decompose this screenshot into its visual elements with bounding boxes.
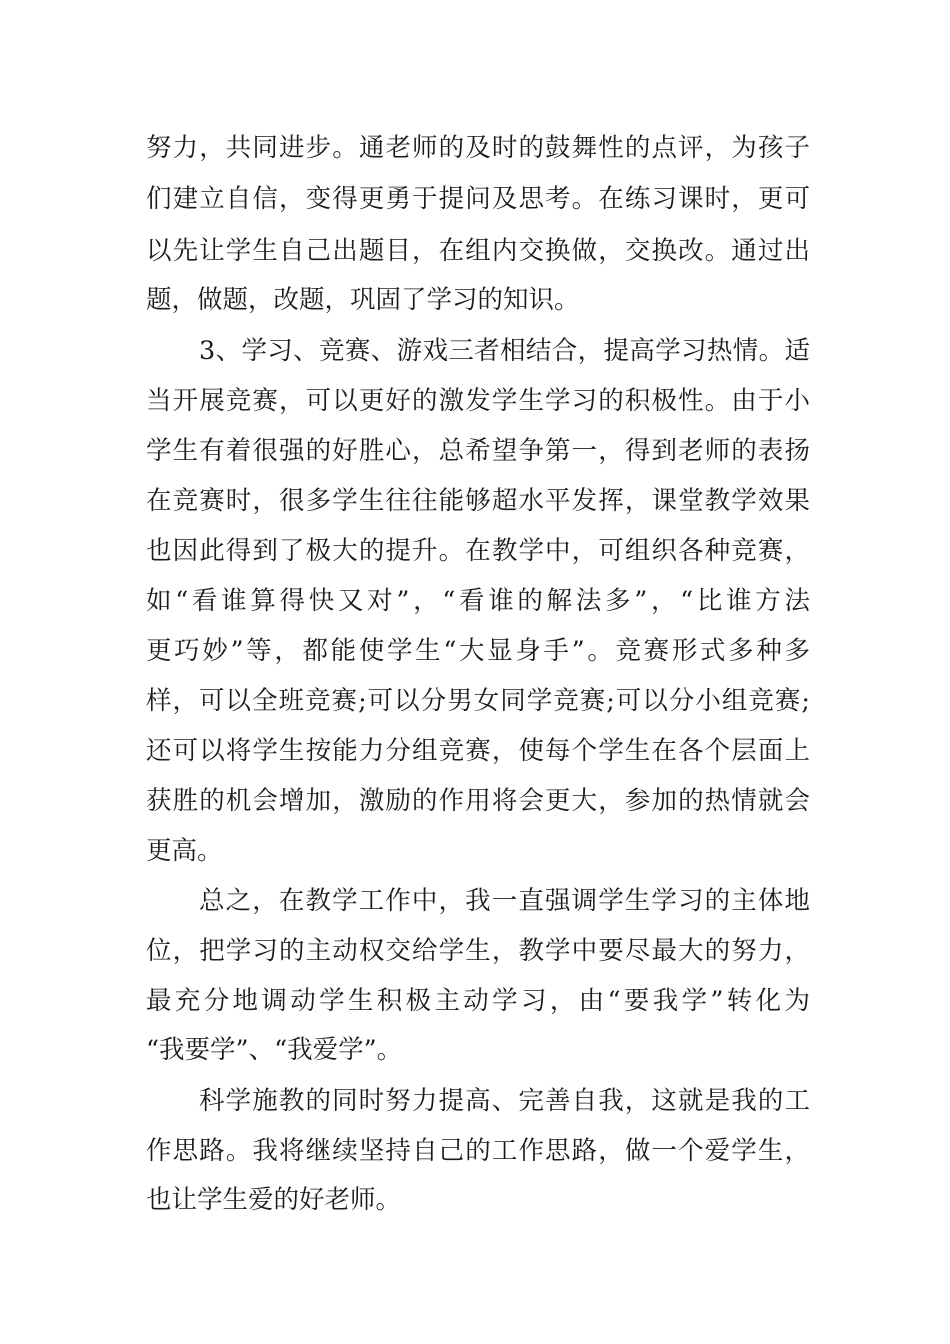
text-line: 还可以将学生按能力分组竞赛，使每个学生在各个层面上: [146, 736, 810, 766]
text-line: “我要学”、“我爱学”。: [146, 1035, 403, 1065]
paragraph-first-line: 科学施教的同时努力提高、完善自我，这就是我的工: [199, 1086, 810, 1116]
text-line: 当开展竞赛，可以更好的激发学生学习的积极性。由于小: [146, 386, 810, 416]
text-line: 学生有着很强的好胜心，总希望争第一，得到老师的表扬: [146, 436, 810, 466]
text-line: 以先让学生自己出题目，在组内交换做，交换改。通过出: [146, 236, 810, 266]
text-line: 位，把学习的主动权交给学生，教学中要尽最大的努力，: [146, 936, 810, 966]
text-line: 作思路。我将继续坚持自己的工作思路，做一个爱学生，: [146, 1136, 810, 1166]
text-line: 更巧妙”等，都能使学生“大显身手”。竞赛形式多种多: [146, 636, 810, 666]
text-line: 也让学生爱的好老师。: [146, 1185, 402, 1215]
text-line: 在竞赛时，很多学生往往能够超水平发挥，课堂教学效果: [146, 486, 810, 516]
text-line: 更高。: [146, 836, 223, 866]
text-line: 也因此得到了极大的提升。在教学中，可组织各种竞赛，: [146, 536, 810, 566]
text-line: 样，可以全班竞赛;可以分男女同学竞赛;可以分小组竞赛;: [146, 686, 810, 716]
text-line: 们建立自信，变得更勇于提问及思考。在练习课时，更可: [146, 184, 810, 214]
text-line: 如“看谁算得快又对”，“看谁的解法多”，“比谁方法: [146, 586, 810, 616]
paragraph-first-line: 3、学习、竞赛、游戏三者相结合，提高学习热情。适: [199, 336, 810, 366]
paragraph-first-line: 总之，在教学工作中，我一直强调学生学习的主体地: [199, 886, 810, 916]
text-line: 获胜的机会增加，激励的作用将会更大，参加的热情就会: [146, 786, 810, 816]
text-line: 努力，共同进步。通老师的及时的鼓舞性的点评，为孩子: [146, 133, 810, 163]
text-line: 最充分地调动学生积极主动学习，由“要我学”转化为: [146, 986, 810, 1016]
text-line: 题，做题，改题，巩固了学习的知识。: [146, 285, 580, 315]
